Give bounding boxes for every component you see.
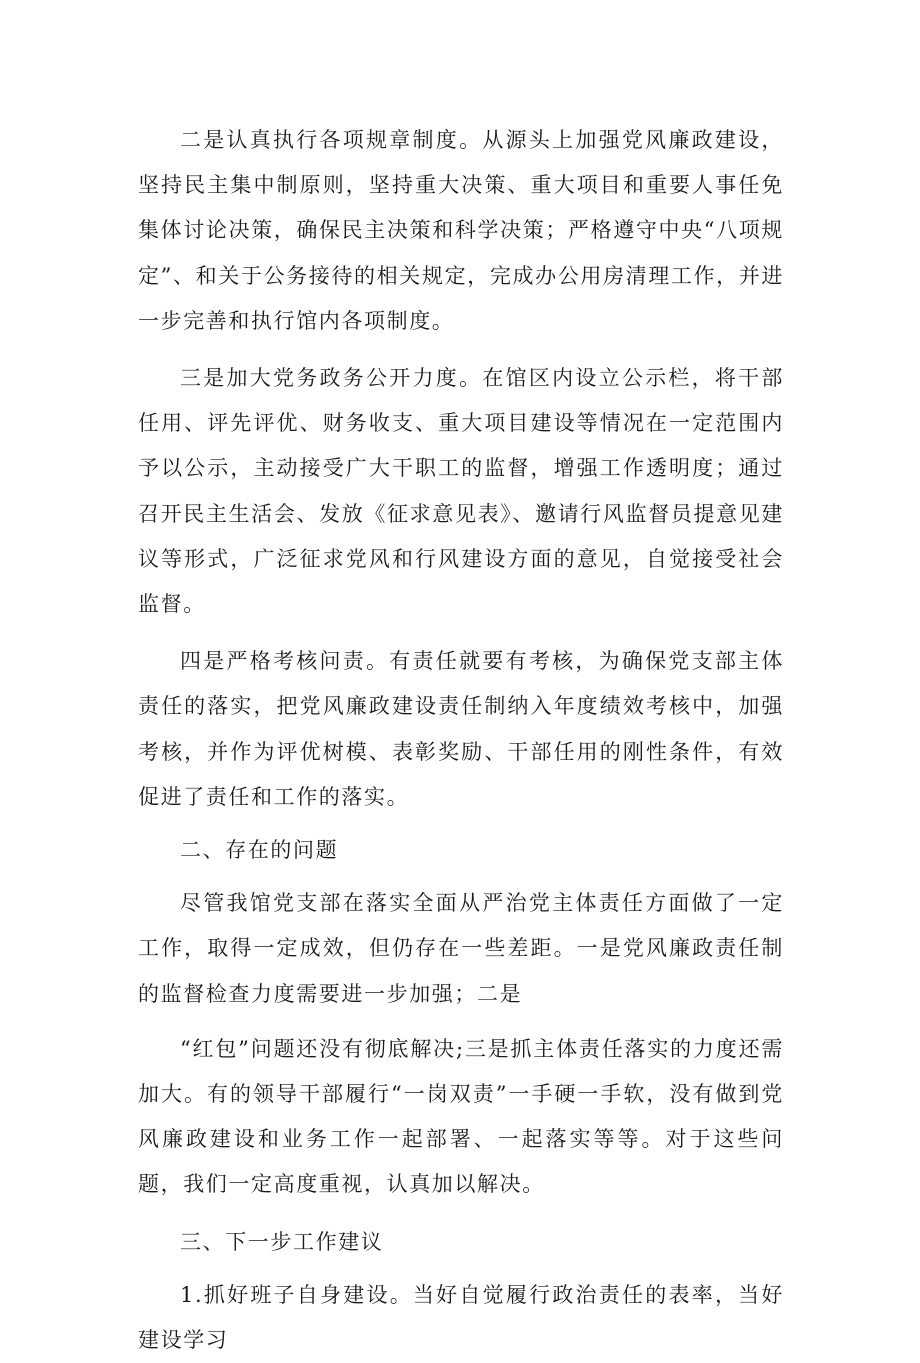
paragraph-openness: 三是加大党务政务公开力度。在馆区内设立公示栏，将干部任用、评先评优、财务收支、重大项目建设等情况在一定范围内予以公示，主动接受广大干职工的监督，增强工作透明度；通过召开民主生活会、发放《征求意见表》、邀请行风监督员提意见建议等形式，广泛征求党风和行风建设方面的意见，自觉接受社会监督。 [138,366,784,617]
section-heading-problems: 二、存在的问题 [180,838,339,863]
paragraph-problems-continued: “红包”问题还没有彻底解决;三是抓主体责任落实的力度还需加大。有的领导干部履行“一岗双责”一手硬一手软，没有做到党风廉政建设和业务工作一起部署、一起落实等等。对于这些问题，我们一定高度重视，认真加以解决。 [138,1036,784,1197]
section-heading-next-steps: 三、下一步工作建议 [180,1229,384,1254]
document-body [138,118,784,1363]
paragraph-rules-enforcement: 二是认真执行各项规章制度。从源头上加强党风廉政建设，坚持民主集中制原则，坚持重大决策、重大项目和重要人事任免集体讨论决策，确保民主决策和科学决策；严格遵守中央“八项规定”、和关于公务接待的相关规定，完成办公用房清理工作，并进一步完善和执行馆内各项制度。 [138,128,784,333]
paragraph-problems: 尽管我馆党支部在落实全面从严治党主体责任方面做了一定工作，取得一定成效，但仍存在一些差距。一是党风廉政责任制的监督检查力度需要进一步加强；二是 [138,891,784,1006]
paragraph-accountability: 四是严格考核问责。有责任就要有考核，为确保党支部主体责任的落实，把党风廉政建设责任制纳入年度绩效考核中，加强考核，并作为评优树模、表彰奖励、干部任用的刚性条件，有效促进了责任和工作的落实。 [138,649,784,809]
paragraph-leadership-building: 1.抓好班子自身建设。当好自觉履行政治责任的表率，当好建设学习 [138,1282,784,1353]
